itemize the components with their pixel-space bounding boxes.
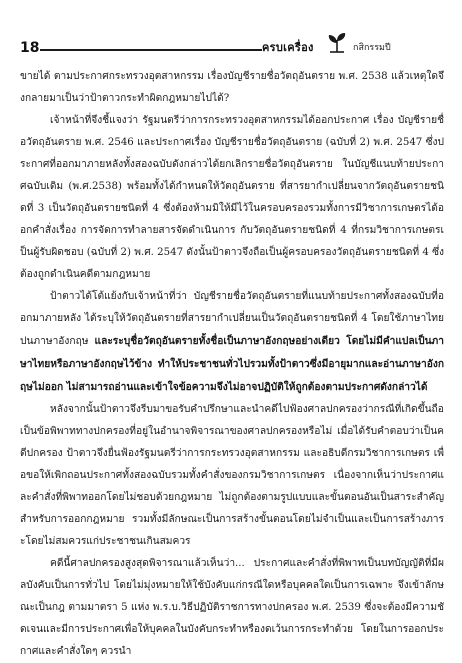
header-rule: [40, 49, 262, 51]
paragraph-5: [20, 553, 444, 663]
paragraph-3: [20, 286, 444, 399]
page-header: [0, 0, 462, 64]
article-body: [20, 66, 444, 663]
paragraph-1-text: ขายได้ ตามประกาศกระทรวงอุตสาหกรรม เรื่องบัญชีรายชื่อวัตถุอันตราย พ.ศ. 2538 แล้วเหตุใดจึงกลายมาเป็นว่าป้าตาวกระทำผิดกฎหมายไปได้?: [20, 71, 444, 104]
paragraph-4: [20, 399, 444, 553]
page-number: 18: [20, 40, 40, 56]
paragraph-4-text: หลังจากนั้นป้าตาวจึงรีบมาขอรับคำปรึกษาและนำคดีไปฟ้องศาลปกครองว่ากรณีที่เกิดขึ้นถือเป็นข้อพิพาททางปกครองที่อยู่ในอำนาจพิจารณาของศาลปกครองหรือไม่ เมื่อได้รับคำตอบว่าเป็นคดีปกครอง ป้าตาวจึงยื่นฟ้องรัฐมนตรีว่าการกระทรวงอุตสาหกรรม และอธิบดีกรมวิชาการเกษตร เพื่อขอให้เพิกถอนประกาศทั้งสองฉบับรวมทั้งคำสั่งของกรมวิชาการเกษตร เนื่องจากเห็นว่าประกาศและคำสั่งที่พิพาทออกโดยไม่ชอบด้วยกฎหมาย ไม่ถูกต้องตามรูปแบบและขั้นตอนอันเป็นสาระสำคัญสำหรับการออกกฎหมาย รวมทั้งมีลักษณะเป็นการสร้างขั้นตอนโดยไม่จำเป็นและเป็นการสร้างภาระโดยไม่สมควรแก่ประชาชนเกินสมควร: [20, 404, 444, 547]
paragraph-3-bold-text: และระบุชื่อวัตถุอันตรายทั้งชื่อเป็นภาษาอังกฤษอย่างเดียว โดยไม่มีคำแปลเป็นภาษาไทยหรือภาษาอังกฤษไว้ข้าง ทำให้ประชาชนทั่วไปรวมทั้งป้าตาวซึ่งมีอายุมากและอ่านภาษาอังกฤษไม่ออก ไม่สามารถอ่านและเข้าใจข้อความจึงไม่อาจปฏิบัติให้ถูกต้องตามประกาศดังกล่าวได้: [20, 335, 444, 393]
header-organization: กสิกรรมปี: [353, 43, 391, 53]
paragraph-3-text: ป้าตาวได้โต้แย้งกับเจ้าหน้าที่ว่า บัญชีรายชื่อวัตถุอันตรายที่แนบท้ายประกาศทั้งสองฉบับที่ออกมาภายหลัง ได้ระบุให้วัตถุอันตรายที่สารยากำเปลี่ยนเป็นวัตถุอันตรายชนิดที่ 4 โดยใช้ภาษาไทยปนภาษาอังกฤษ: [20, 291, 444, 347]
paragraph-2-text: เจ้าหน้าที่จึงชี้แจงว่า รัฐมนตรีว่าการกระทรวงอุตสาหกรรมได้ออกประกาศ เรื่อง บัญชีรายชื่อวัตถุอันตราย พ.ศ. 2546 และประกาศเรื่อง บัญชีรายชื่อวัตถุอันตราย (ฉบับที่ 2) พ.ศ. 2547 ซึ่งประกาศที่ออกมาภายหลังทั้งสองฉบับดังกล่าวได้ยกเลิกรายชื่อวัตถุอันตราย ในบัญชีแนบท้ายประกาศฉบับเดิม (พ.ศ.2538) พร้อมทั้งได้กำหนดให้วัตถุอันตราย ที่สารยากำเปลี่ยนจากวัตถุอันตรายชนิดที่ 3 เป็นวัตถุอันตรายชนิดที่ 4 ซึ่งต้องห้ามมิให้มีไว้ในครอบครองรวมทั้งการมีวิชาการเกษตรได้ออกคำสั่งเรื่อง การจัดการทำลายสารจัดดำเนินการ กับวัตถุอันตรายชนิดที่ 4 ที่กรมวิชาการเกษตรเป็นผู้รับผิดชอบ (ฉบับที่ 2) พ.ศ. 2547 ดังนั้นป้าตาวจึงถือเป็นผู้ครอบครองวัตถุอันตรายชนิดที่ 4 ซึ่งต้องถูกดำเนินคดีตามกฎหมาย: [20, 115, 444, 280]
paragraph-1: [20, 66, 444, 110]
paragraph-5-text: คดีนี้ศาลปกครองสูงสุดพิจารณาแล้วเห็นว่า... ประกาศและคำสั่งที่พิพาทเป็นบทบัญญัติที่มีผลบังคับเป็นการทั่วไป โดยไม่มุ่งหมายให้ใช้บังคับแก่กรณีใดหรือบุคคลใดเป็นการเฉพาะ จึงเข้าลักษณะเป็นกฎ ตามมาตรา 5 แห่ง พ.ร.บ.วิธีปฏิบัติราชการทางปกครอง พ.ศ. 2539 ซึ่งจะต้องมีความชัดเจนและมีการประกาศเพื่อให้บุคคลในบังคับกระทำหรืองดเว้นการกระทำด้วย โดยในการออกประกาศและคำสั่งใดๆ ควรนำ: [20, 558, 444, 657]
paragraph-2: [20, 110, 444, 286]
plant-logo-icon: [324, 32, 350, 54]
header-brand: ครบเครื่อง: [262, 41, 314, 54]
